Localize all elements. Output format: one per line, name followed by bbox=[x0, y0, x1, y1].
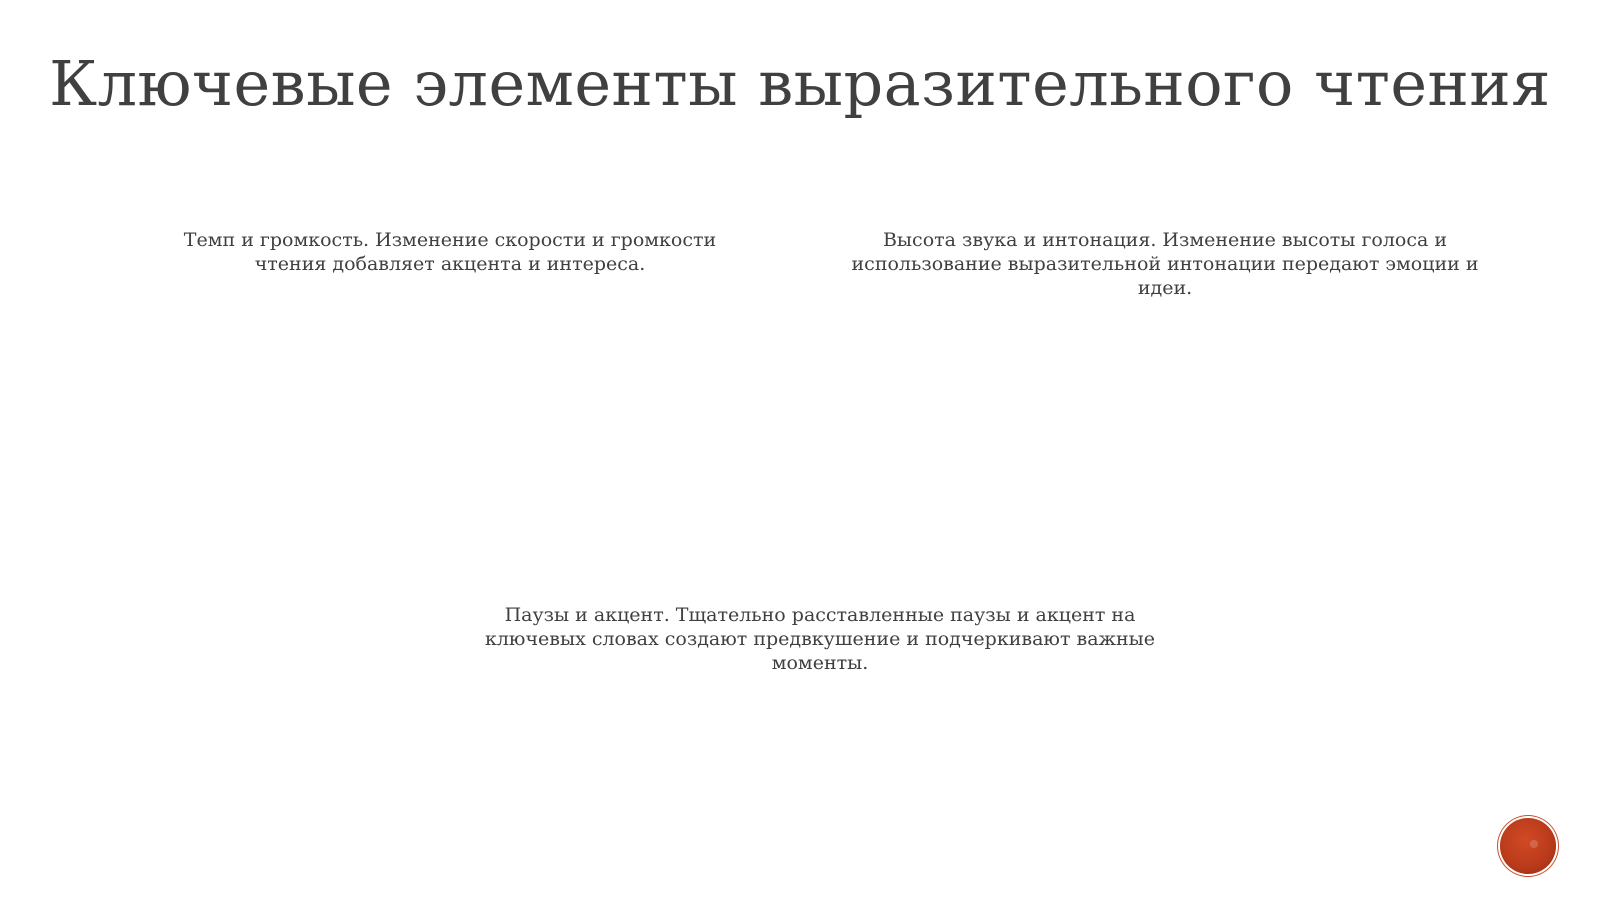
text-block-pauses: Паузы и акцент. Тщательно расставленные паузы и акцент на ключевых словах создают предвкушение и подчеркивают важные моменты. bbox=[484, 604, 1156, 674]
text-block-intonation: Высота звука и интонация. Изменение высоты голоса и использование выразительной интонации передают эмоции и идеи. bbox=[851, 229, 1479, 299]
next-slide-button[interactable] bbox=[1500, 818, 1556, 874]
text-block-tempo: Темп и громкость. Изменение скорости и громкости чтения добавляет акцента и интереса. bbox=[183, 229, 717, 275]
next-slide-icon bbox=[1530, 840, 1538, 848]
slide-title: Ключевые элементы выразительного чтения bbox=[49, 47, 1551, 120]
